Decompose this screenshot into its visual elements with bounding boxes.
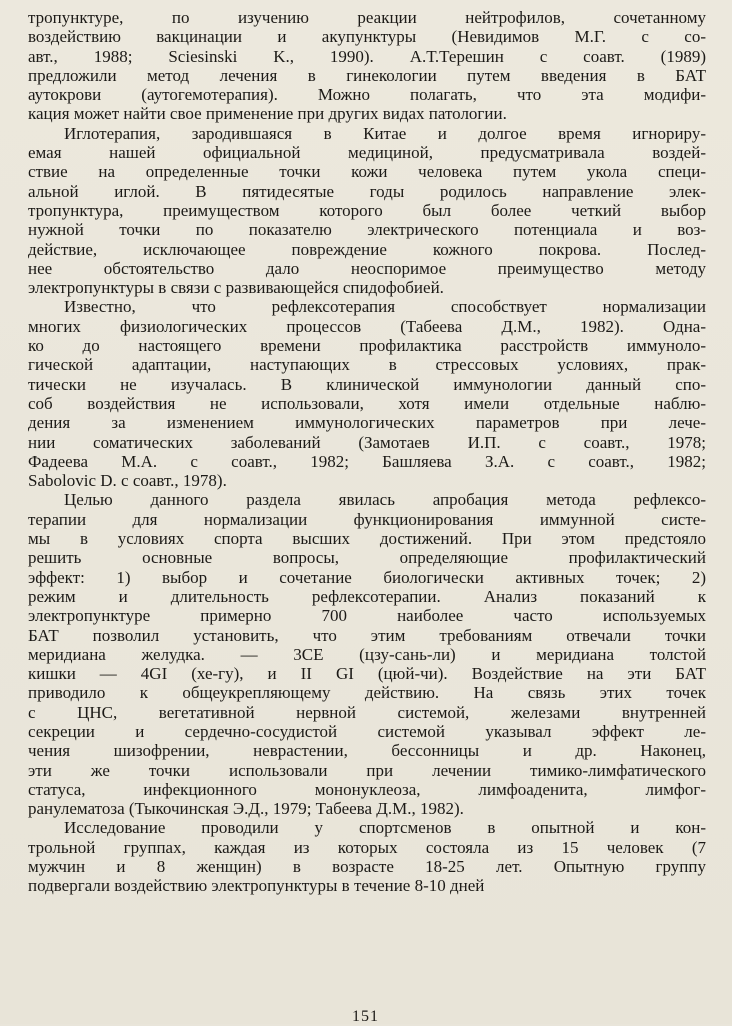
text-line: многих физиологических процессов (Табеева Д.М., 1982). Одна- [28,316,706,336]
text-line: БАТ позволил установить, что этим требованиям отвечали точки [28,625,706,645]
text-line: Известно, что рефлексотерапия способствует нормализации [64,297,706,317]
text-line: электропунктуре примерно 700 наиболее часто используемых [28,606,706,626]
text-line: кация может найти свое применение при других видах патологии. [28,104,507,124]
text-line: электропунктуры в связи с развивающейся спидофобией. [28,278,444,298]
text-line: воздействию вакцинации и акупунктуры (Невидимов М.Г. с со- [28,27,706,47]
text-line: действие, исключающее повреждение кожного покрова. Послед- [28,239,706,259]
text-line: ствие на определенные точки кожи человека путем укола специ- [28,162,706,182]
text-line: нии соматических заболеваний (Замотаев И.П. с соавт., 1978; [28,432,706,452]
text-line: мы в условиях спорта высших достижений. При этом предстояло [28,529,706,549]
text-line: нее обстоятельство дало неоспоримое преимущество методу [28,258,706,278]
text-line: трольной группах, каждая из которых состояла из 15 человек (7 [28,837,706,857]
text-line: Исследование проводили у спортсменов в опытной и кон- [64,818,706,838]
text-line: тропунктура, преимуществом которого был более четкий выбор [28,200,706,220]
text-line: ко до настоящего времени профилактика расстройств иммуноло- [28,336,706,356]
paragraph [28,490,706,818]
text-line: предложили метод лечения в гинекологии путем введения в БАТ [28,65,706,85]
text-line: гической адаптации, наступающих в стрессовых условиях, прак- [28,355,706,375]
text-line: аутокрови (аутогемотерапия). Можно полагать, что эта модифи- [28,85,706,105]
text-line: авт., 1988; Sciesinski K., 1990). А.Т.Терешин с соавт. (1989) [28,46,706,66]
text-line: с ЦНС, вегетативной нервной системой, железами внутренней [28,702,706,722]
page-number: 151 [352,1008,379,1025]
text-line: альной иглой. В пятидесятые годы родилось направление элек- [28,181,706,201]
text-line: Иглотерапия, зародившаяся в Китае и долгое время игнориру- [64,123,706,143]
text-line: ранулематоза (Тыкочинская Э.Д., 1979; Табеева Д.М., 1982). [28,799,464,819]
text-line: кишки — 4GI (хе-гу), и II GI (цюй-чи). Воздействие на эти БАТ [28,664,706,684]
text-line: статуса, инфекционного мононуклеоза, лимфоаденита, лимфог- [28,779,706,799]
paragraph [28,818,706,895]
text-line: эти же точки использовали при лечении тимико-лимфатического [28,760,706,780]
text-line: чения шизофрении, неврастении, бессонницы и др. Наконец, [28,741,706,761]
text-line: нужной точки по показателю электрического потенциала и воз- [28,220,706,240]
text-line: емая нашей официальной медициной, предусматривала воздей- [28,143,706,163]
text-line: Фадеева М.А. с соавт., 1982; Башляева З.А. с соавт., 1982; [28,451,706,471]
paragraph [28,8,706,124]
text-line: подвергали воздействию электропунктуры в течение 8-10 дней [28,876,485,896]
text-line: дения за изменением иммунологических параметров при лече- [28,413,706,433]
paragraph [28,124,706,298]
text-line: решить основные вопросы, определяющие профилактический [28,548,706,568]
text-line: меридиана желудка. — 3CE (цзу-сань-ли) и меридиана толстой [28,644,706,664]
text-line: тически не изучалась. В клинической иммунологии данный спо- [28,374,706,394]
text-line: соб воздействия не использовали, хотя имели отдельные наблю- [28,393,706,413]
paragraph [28,297,706,490]
text-line: Целью данного раздела явилась апробация метода рефлексо- [64,490,706,510]
text-line: секреции и сердечно-сосудистой системой указывал эффект ле- [28,721,706,741]
text-line: терапии для нормализации функционирования иммунной систе- [28,509,706,529]
text-line: режим и длительность рефлексотерапии. Анализ показаний к [28,586,706,606]
text-line: приводило к общеукрепляющему действию. На связь этих точек [28,683,706,703]
body-text [28,8,706,896]
text-line: эффект: 1) выбор и сочетание биологически активных точек; 2) [28,567,706,587]
text-line: мужчин и 8 женщин) в возрасте 18-25 лет. Опытную группу [28,857,706,877]
text-line: Sabolovic D. с соавт., 1978). [28,471,227,491]
text-line: тропунктуре, по изучению реакции нейтрофилов, сочетанному [28,8,706,27]
